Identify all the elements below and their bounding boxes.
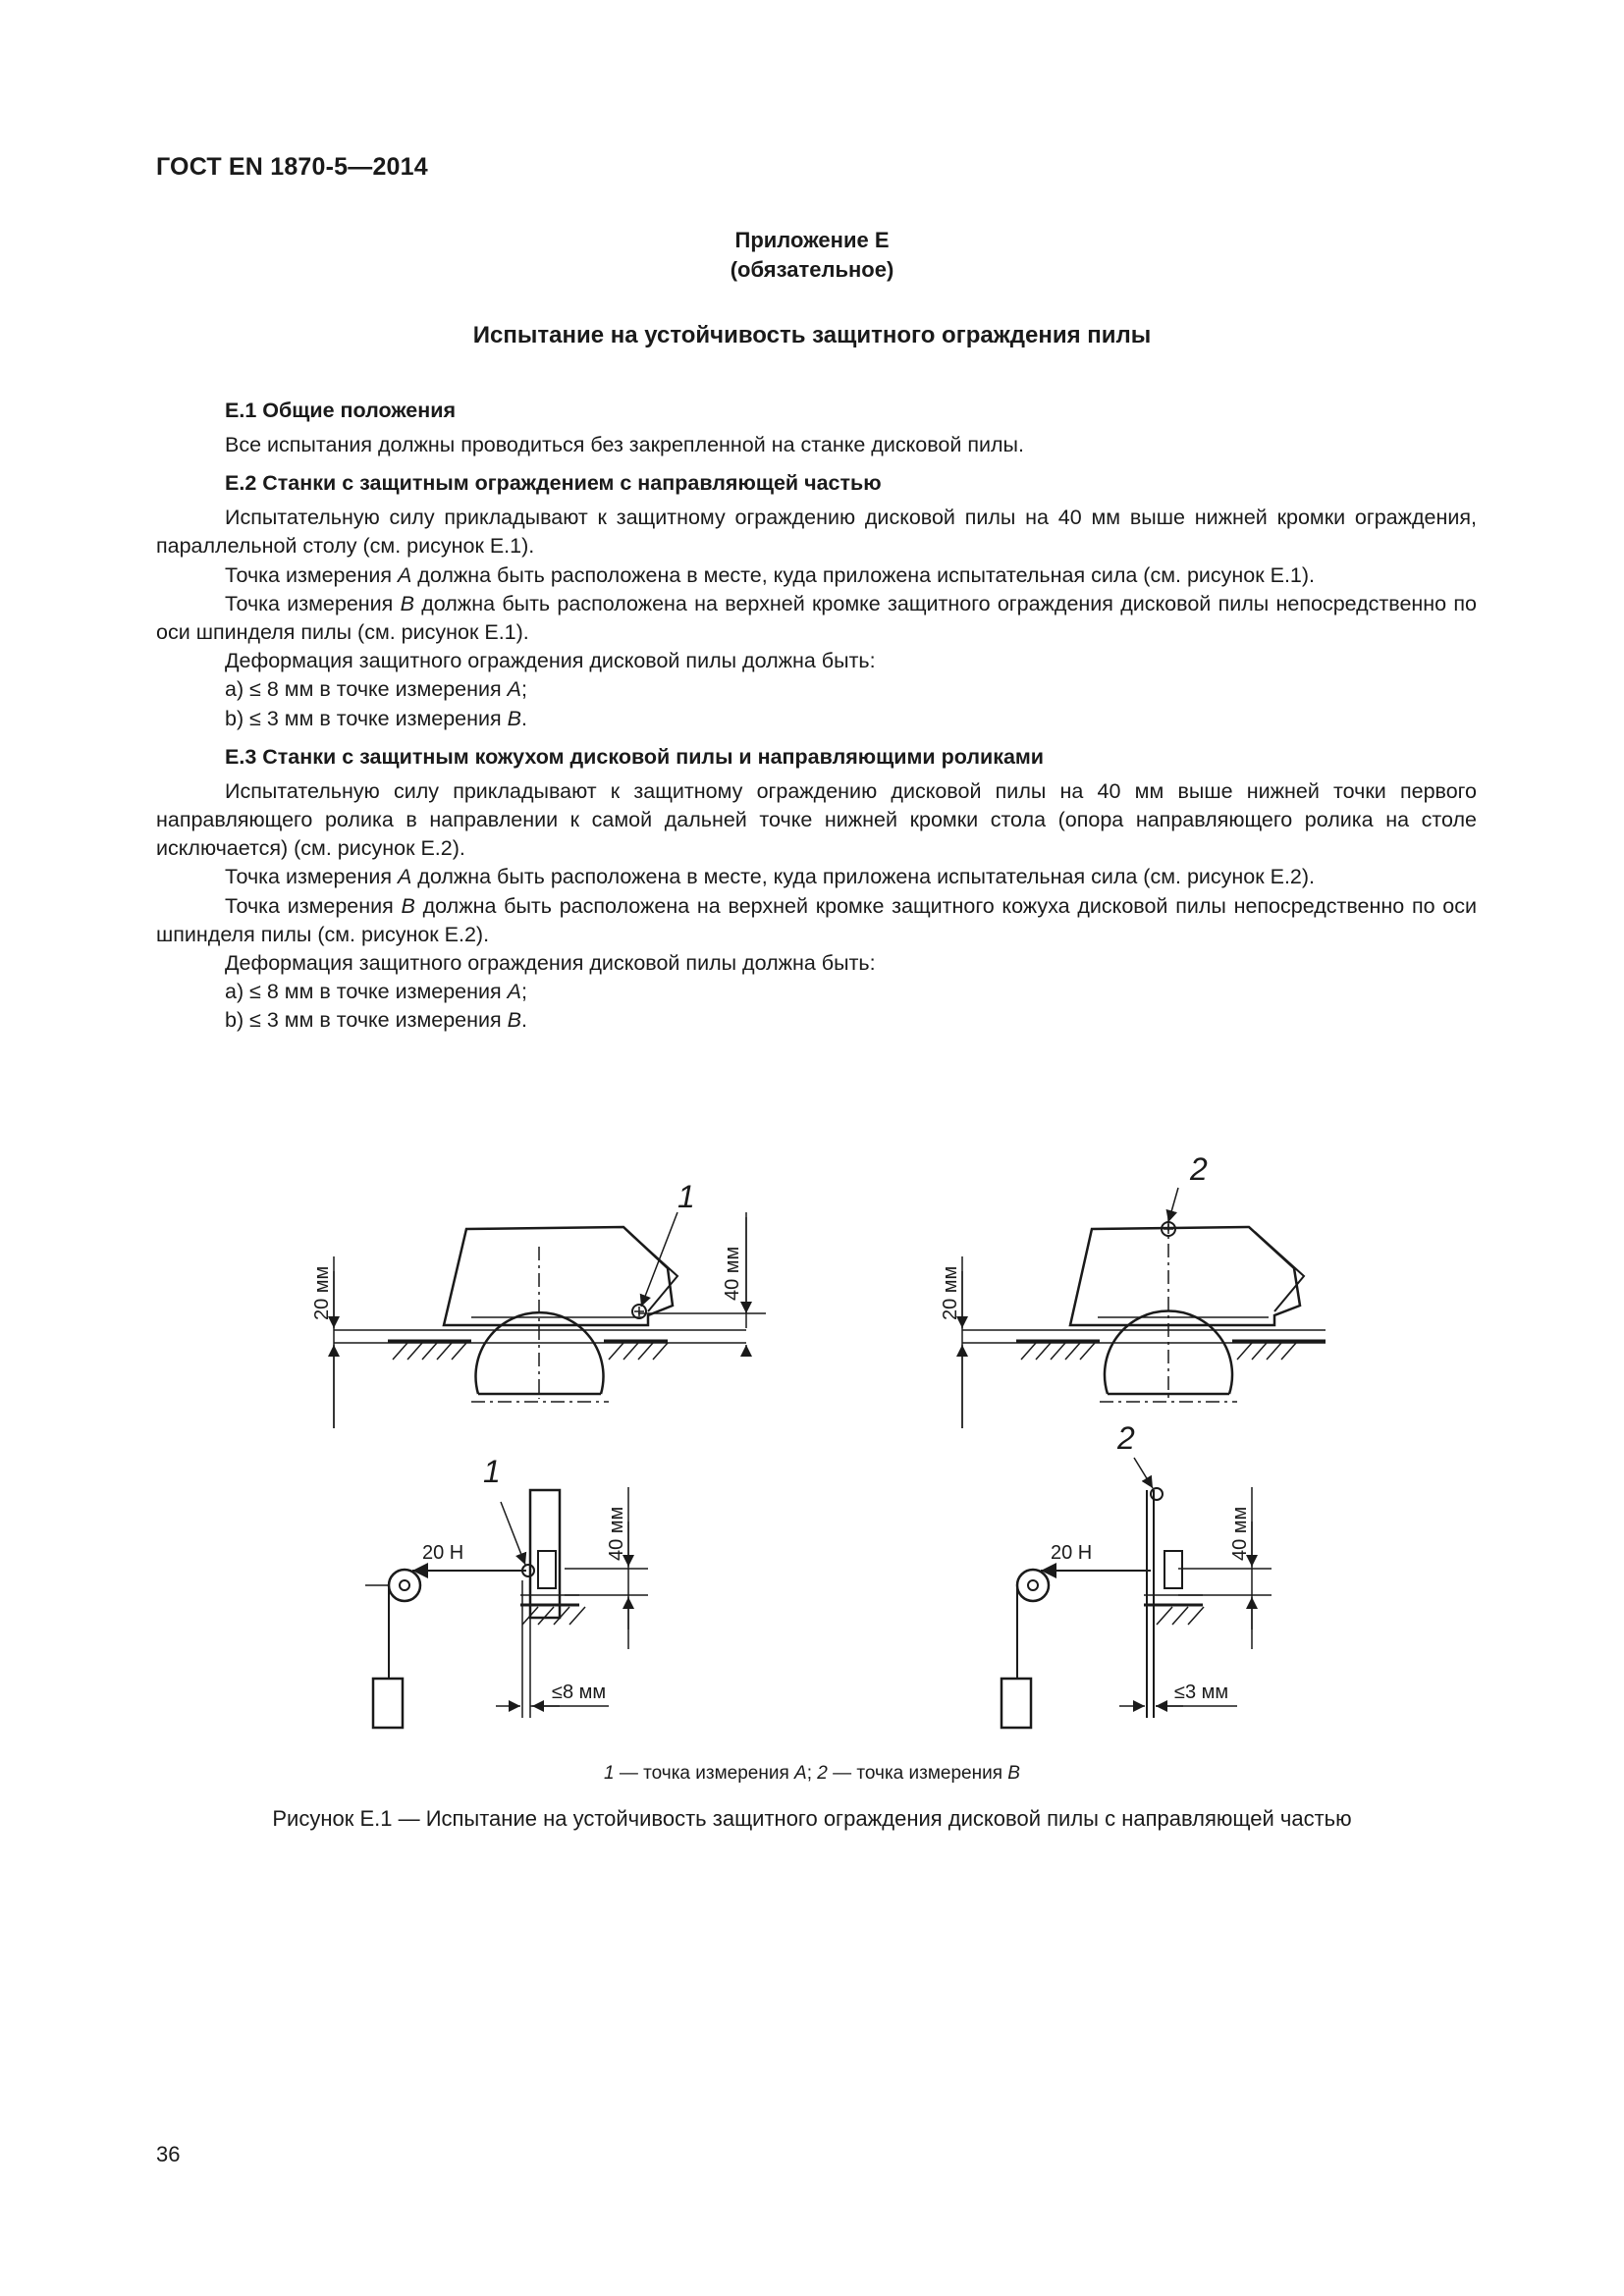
paragraph: Точка измерения А должна быть расположена в месте, куда приложена испытательная сила (см. рисунок Е.2). bbox=[225, 865, 1316, 889]
dim-40mm-top: 40 мм bbox=[722, 1246, 743, 1301]
paragraph: Точка измерения А должна быть расположена в месте, куда приложена испытательная сила (см. рисунок Е.1). bbox=[225, 562, 1316, 587]
limit-8mm-label: ≤8 мм bbox=[552, 1682, 607, 1703]
label-point-1-bottom: 1 bbox=[483, 1454, 501, 1489]
figure-legend: 1 — точка измерения А; 2 — точка измерения В bbox=[604, 1763, 1020, 1784]
paragraph: Все испытания должны проводиться без закрепленной на станке дисковой пилы. bbox=[225, 433, 1024, 456]
top-right-guard-diagram bbox=[962, 1188, 1326, 1428]
dim-40mm-bottom-left: 40 мм bbox=[606, 1506, 627, 1561]
list-item: b) ≤ 3 мм в точке измерения В. bbox=[225, 706, 527, 730]
label-point-2-bottom: 2 bbox=[1117, 1420, 1135, 1456]
annex-heading: Испытание на устойчивость защитного ограждения пилы bbox=[472, 322, 1152, 348]
paragraph: Испытательную силу прикладывают к защитному ограждению дисковой пилы на 40 мм выше нижней кромки ограждения, параллельной столу (см. рисунок Е.1). bbox=[156, 506, 1477, 559]
label-point-2-top: 2 bbox=[1190, 1151, 1208, 1187]
paragraph: Испытательную силу прикладывают к защитному ограждению дисковой пилы на 40 мм выше нижней точки первого направляющего ролика в направлении к самой дальней точке нижней кромки стола (опора направляющего ролика на столе исключается) (см. рисунок Е.2). bbox=[156, 778, 1477, 861]
section-e3-heading: Е.3 Станки с защитным кожухом дисковой пилы и направляющими роликами bbox=[225, 744, 1045, 769]
figure-caption: Рисунок Е.1 — Испытание на устойчивость защитного ограждения дисковой пилы с направляющей частью bbox=[272, 1806, 1352, 1831]
annex-status: (обязательное) bbox=[730, 257, 894, 282]
paragraph: Точка измерения В должна быть расположена на верхней кромке защитного ограждения дисковой пилы непосредственно по оси шпинделя пилы (см. рисунок Е.1). bbox=[156, 591, 1478, 645]
dim-20mm-left: 20 мм bbox=[311, 1265, 333, 1320]
bottom-right-force-diagram bbox=[1001, 1458, 1272, 1728]
list-item: a) ≤ 8 мм в точке измерения А; bbox=[225, 677, 527, 702]
list-item: a) ≤ 8 мм в точке измерения А; bbox=[225, 980, 527, 1004]
limit-3mm-label: ≤3 мм bbox=[1174, 1682, 1229, 1703]
top-left-guard-diagram bbox=[334, 1212, 1326, 1428]
dim-20mm-right: 20 мм bbox=[940, 1265, 961, 1320]
section-e2-heading: Е.2 Станки с защитным ограждением с направляющей частью bbox=[225, 471, 882, 496]
figure-e1-drawing bbox=[0, 1129, 1624, 1767]
force-label-left: 20 Н bbox=[422, 1542, 464, 1564]
document-header: ГОСТ EN 1870-5—2014 bbox=[156, 153, 428, 181]
paragraph: Деформация защитного ограждения дисковой пилы должна быть: bbox=[225, 951, 876, 976]
list-item: b) ≤ 3 мм в точке измерения В. bbox=[225, 1008, 527, 1033]
dim-40mm-bottom-right: 40 мм bbox=[1229, 1506, 1251, 1561]
annex-title: Приложение Е bbox=[734, 228, 890, 252]
label-point-1-top: 1 bbox=[677, 1179, 695, 1214]
page-number: 36 bbox=[156, 2142, 181, 2166]
figure-e1 bbox=[0, 1129, 1624, 1767]
paragraph: Деформация защитного ограждения дисковой пилы должна быть: bbox=[225, 649, 876, 673]
section-e1-heading: Е.1 Общие положения bbox=[225, 399, 457, 422]
body-text bbox=[156, 397, 1477, 1036]
force-label-right: 20 Н bbox=[1051, 1542, 1093, 1564]
paragraph: Точка измерения В должна быть расположена на верхней кромке защитного кожуха дисковой пилы непосредственно по оси шпинделя пилы (см. рисунок Е.2). bbox=[156, 893, 1478, 946]
annex-title-block bbox=[0, 226, 1624, 285]
